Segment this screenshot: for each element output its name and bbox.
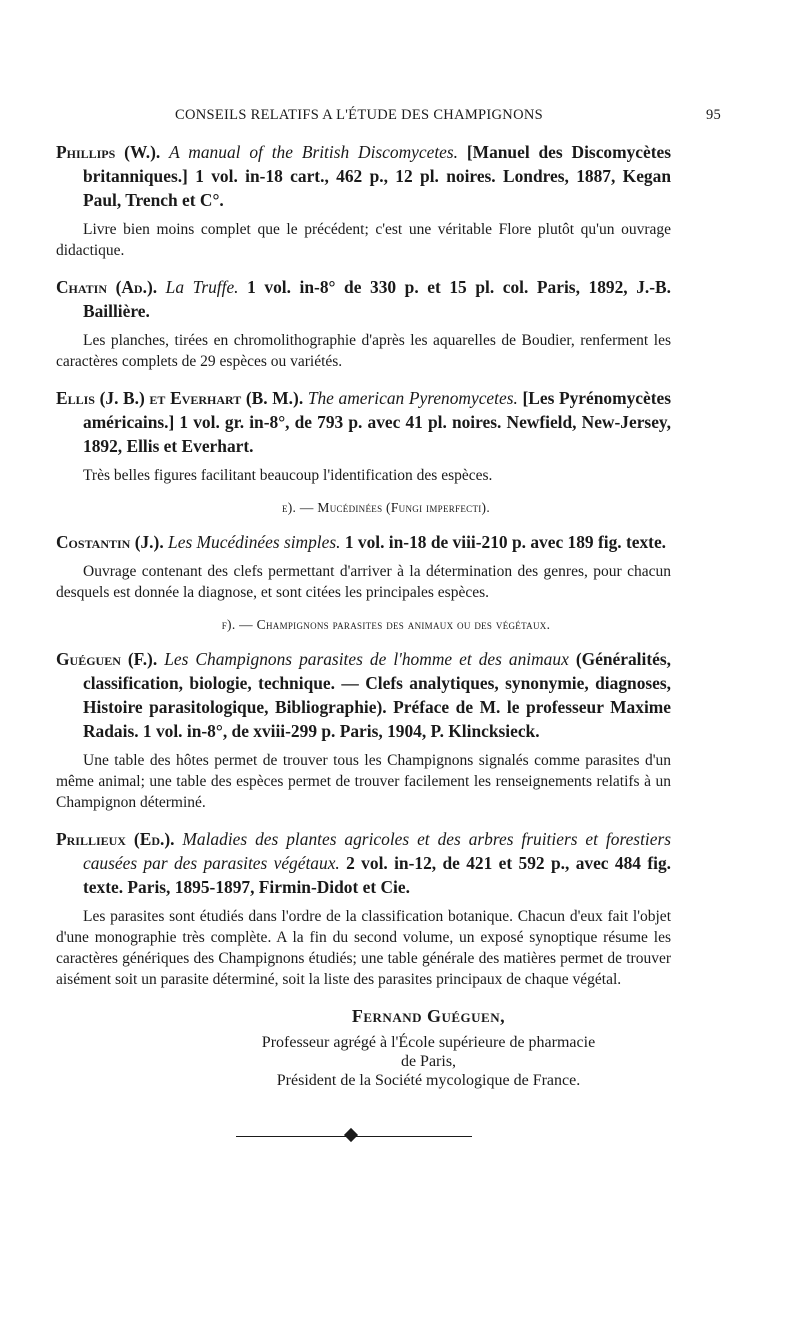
entry-title: A manual of the British Discomycetes. — [169, 142, 458, 162]
bib-entry-costantin — [56, 530, 671, 554]
entry-author: Ellis (J. B.) et Everhart (B. M.). — [56, 388, 304, 408]
entry-note: Ouvrage contenant des clefs permettant d'arriver à la détermination des genres, pour chacun desquels est donnée la diagnose, et sont citées les principales espèces. — [56, 563, 671, 601]
entry-author: Costantin (J.). — [56, 532, 164, 552]
entry-author: Guéguen (F.). — [56, 649, 158, 669]
entry-note: Livre bien moins complet que le précédent; c'est une véritable Flore plutôt qu'un ouvrage didactique. — [56, 221, 671, 259]
entry-details: (Généralités, classification, biologie, technique. — Clefs analytiques, synonymie, diagnoses, Histoire parasitologique, Bibliographie). Préface de M. le professeur Maxime Radais. 1 vol. in-8°, de xviii-299 p. Paris, 1904, P. Klincksieck. — [83, 649, 671, 741]
diamond-icon — [344, 1128, 358, 1142]
running-title: CONSEILS RELATIFS A L'ÉTUDE DES CHAMPIGNONS — [175, 107, 543, 123]
signature-title-line: de Paris, — [400, 1053, 457, 1070]
entry-title: Maladies des plantes agricoles et des arbres fruitiers et forestiers causées par des parasites végétaux. — [83, 829, 671, 873]
bibliography — [56, 140, 671, 1090]
entry-note: Très belles figures facilitant beaucoup l'identification des espèces. — [83, 467, 493, 484]
entry-author: Prillieux (Ed.). — [56, 829, 175, 849]
entry-title: La Truffe. — [165, 277, 239, 297]
section-heading-e: e). — Mucédinées (Fungi imperfecti). — [281, 500, 491, 515]
bib-entry-ellis — [56, 386, 671, 458]
entry-author: Phillips (W.). — [56, 142, 161, 162]
signature-name: Fernand Guéguen, — [351, 1006, 506, 1026]
entry-note: Les parasites sont étudiés dans l'ordre de la classification botanique. Chacun d'eux fait l'objet d'une monographie très complète. A la fin du second volume, un exposé synoptique résume les caractères génériques des Champignons étudiés; une table générale des matières permet de trouver aisément soit un parasite déterminé, soit la liste des parasites principaux de chaque végétal. — [56, 908, 671, 988]
bib-entry-gueguen — [56, 647, 671, 743]
entry-details: 1 vol. in-8° de 330 p. et 15 pl. col. Paris, 1892, J.-B. Baillière. — [83, 277, 671, 321]
entry-details: [Les Pyrénomycètes américains.] 1 vol. gr. in-8°, de 793 p. avec 41 pl. noires. Newfield, New-Jersey, 1892, Ellis et Everhart. — [83, 388, 671, 456]
section-heading-f: f). — Champignons parasites des animaux ou des végétaux. — [221, 617, 551, 632]
entry-details: 2 vol. in-12, de 421 et 592 p., avec 484 fig. texte. Paris, 1895-1897, Firmin-Didot et Cie. — [83, 853, 671, 897]
entry-title: The american Pyrenomycetes. — [307, 388, 518, 408]
signature-title-line: Président de la Société mycologique de France. — [276, 1072, 581, 1089]
entry-title: Les Champignons parasites de l'homme et des animaux — [164, 649, 569, 669]
entry-details: [Manuel des Discomycètes britanniques.] 1 vol. in-18 cart., 462 p., 12 pl. noires. Londres, 1887, Kegan Paul, Trench et C°. — [83, 142, 672, 210]
signature-title-line: Professeur agrégé à l'École supérieure de pharmacie — [261, 1034, 596, 1051]
entry-title: Les Mucédinées simples. — [168, 532, 341, 552]
entry-author: Chatin (Ad.). — [56, 277, 158, 297]
entry-note: Les planches, tirées en chromolithographie d'après les aquarelles de Boudier, renferment les caractères complets de 29 espèces ou variétés. — [56, 332, 671, 370]
end-separator-ornament — [236, 1129, 472, 1145]
bib-entry-phillips — [56, 140, 671, 212]
bib-entry-chatin — [56, 275, 671, 323]
running-header — [0, 107, 800, 127]
page-number: 95 — [706, 107, 722, 123]
bib-entry-prillieux — [56, 827, 671, 899]
entry-details: 1 vol. in-18 de viii-210 p. avec 189 fig. texte. — [344, 532, 667, 552]
signature-block — [56, 1006, 671, 1090]
entry-note: Une table des hôtes permet de trouver tous les Champignons signalés comme parasites d'un même animal; une table des espèces permet de trouver facilement les renseignements relatifs à un Champignon déterminé. — [56, 752, 671, 811]
